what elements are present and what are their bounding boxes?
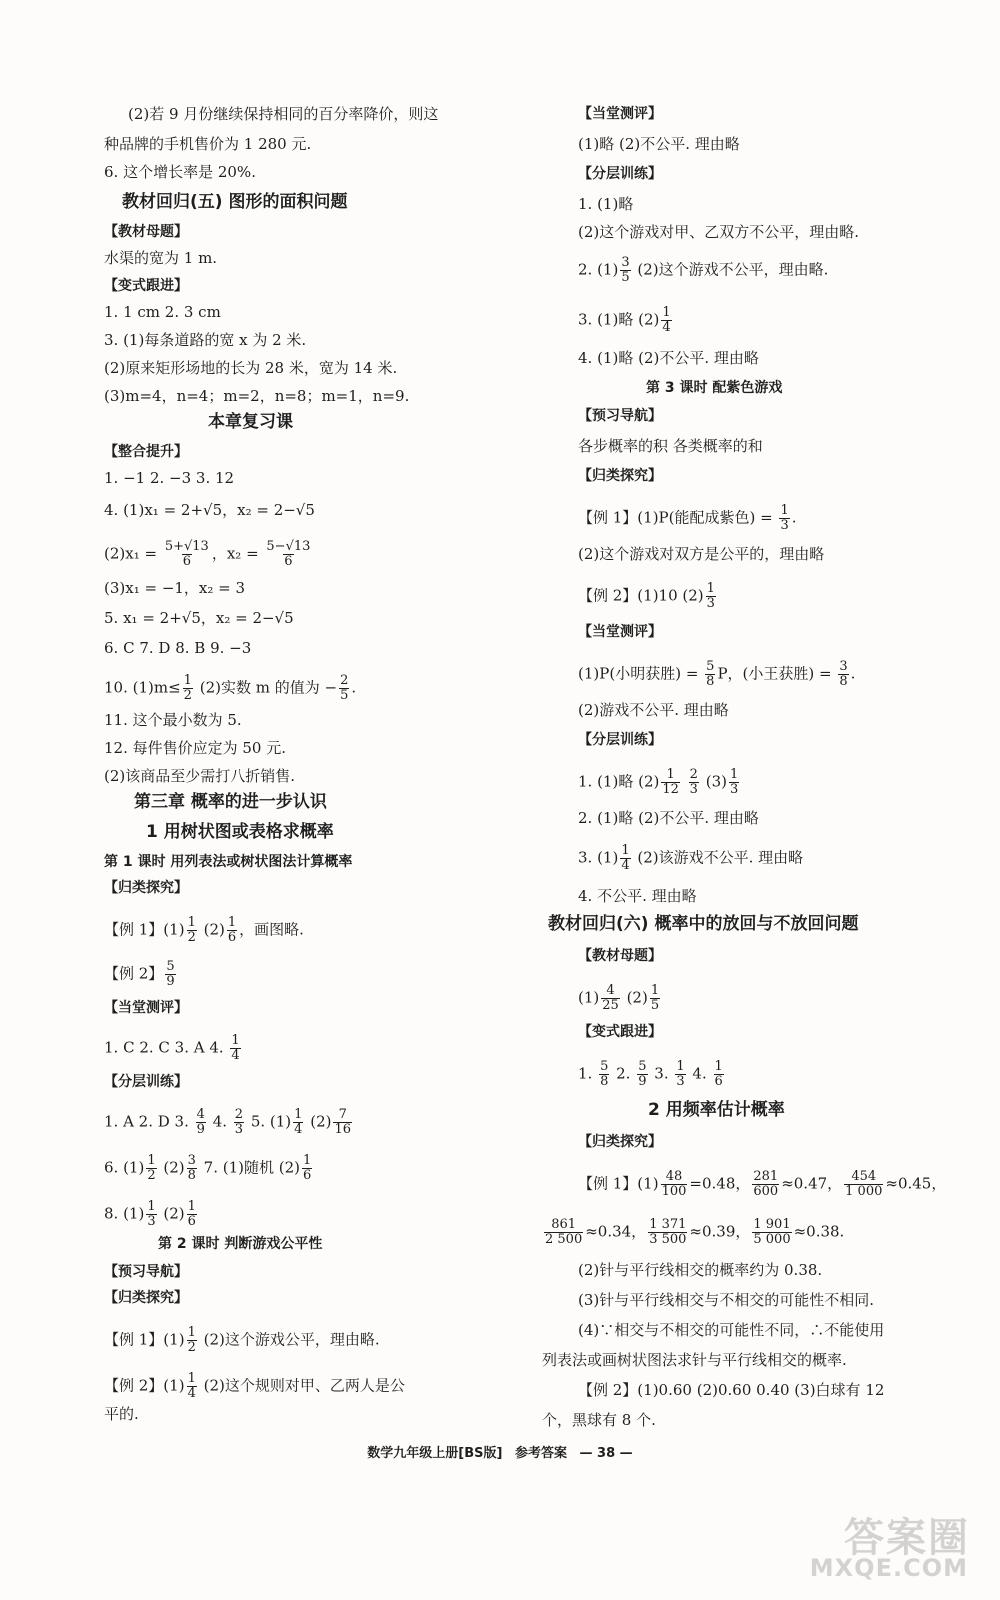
answer-text: ≈0.38. — [793, 1222, 845, 1241]
fraction-numerator: 1 — [227, 915, 237, 930]
answer-text: (2)这个游戏不公平，理由略. — [632, 260, 829, 279]
fraction — [599, 1060, 609, 1089]
fraction — [146, 1200, 156, 1229]
answer-line — [578, 768, 741, 797]
subsection-label: 【归类探究】 — [578, 1134, 662, 1150]
subsection-label: 【教材母题】 — [104, 224, 188, 240]
answer-line: 各步概率的积 各类概率的和 — [578, 437, 763, 455]
fraction-numerator: 1 — [187, 915, 196, 930]
fraction-numerator: 1 — [729, 767, 739, 782]
fraction — [187, 1200, 197, 1229]
answer-text: 4. — [687, 1064, 712, 1083]
fraction — [650, 984, 660, 1013]
fraction-numerator: 1 901 — [753, 1217, 791, 1232]
fraction — [230, 1034, 240, 1063]
answer-line: 1. 1 cm 2. 3 cm — [104, 303, 221, 321]
fraction-numerator: 4 — [606, 983, 615, 998]
fraction-denominator: 2 500 — [545, 1232, 583, 1247]
fraction-denominator: 8 — [187, 1168, 196, 1183]
fraction-numerator: 3 — [839, 659, 848, 674]
fraction — [601, 984, 620, 1013]
subsection-label: 【变式跟进】 — [578, 1024, 662, 1040]
answer-text: 【例 1】(1) — [104, 1330, 185, 1349]
fraction — [838, 660, 848, 689]
fraction-numerator: 1 — [231, 1033, 240, 1048]
answer-text: 【例 2】(1) — [104, 1376, 185, 1395]
fraction-numerator: 1 — [666, 767, 675, 782]
fraction — [706, 582, 716, 611]
answer-text: ≈0.39， — [689, 1222, 751, 1241]
answer-text: 1. (1)略 (2) — [578, 772, 660, 791]
answer-text: 3. (1) — [578, 848, 619, 867]
fraction-numerator: 3 — [621, 255, 630, 270]
answer-text: (2)该游戏不公平. 理由略 — [632, 848, 804, 867]
answer-line: 4. (1)略 (2)不公平. 理由略 — [578, 349, 759, 367]
fraction-denominator: 2 — [183, 688, 192, 703]
answer-text: ≈0.34， — [585, 1222, 647, 1241]
answer-line — [104, 1154, 314, 1183]
answer-line: 列表法或画树状图法求针与平行线相交的概率. — [542, 1351, 847, 1369]
subsection-label: 【分层训练】 — [104, 1074, 188, 1090]
answer-line — [104, 1200, 199, 1229]
answer-line — [542, 1218, 844, 1247]
section-heading: 教材回归(六) 概率中的放回与不放回问题 — [548, 914, 859, 934]
fraction — [196, 1108, 206, 1137]
fraction-denominator: 6 — [284, 554, 293, 569]
answer-line: (2)游戏不公平. 理由略 — [578, 701, 729, 719]
answer-text: 【例 1】(1) — [104, 920, 185, 939]
answer-line — [104, 540, 313, 569]
fraction-numerator: 1 371 — [649, 1217, 687, 1232]
answer-line — [578, 1170, 946, 1199]
fraction-denominator: 3 500 — [649, 1232, 687, 1247]
answer-line: (2)原来矩形场地的长为 28 米，宽为 14 米. — [104, 359, 398, 377]
fraction-denominator: 1 000 — [845, 1184, 883, 1199]
fraction — [333, 1108, 352, 1137]
answer-text: 5. (1) — [246, 1112, 292, 1131]
subsection-label: 【当堂测评】 — [578, 106, 662, 122]
fraction-denominator: 12 — [662, 782, 679, 797]
answer-text — [682, 773, 687, 791]
section-heading: 1 用树状图或表格求概率 — [146, 822, 334, 842]
answer-text: (2) — [621, 988, 648, 1007]
fraction-denominator: 6 — [303, 1168, 312, 1183]
fraction-numerator: 1 — [780, 503, 789, 518]
answer-line: (3)针与平行线相交与不相交的可能性不相同. — [578, 1291, 875, 1309]
answer-line: (1)略 (2)不公平. 理由略 — [578, 135, 740, 153]
fraction-denominator: 2 — [147, 1168, 156, 1183]
answer-line — [104, 674, 356, 703]
answer-line — [104, 1034, 243, 1063]
fraction-denominator: 5 — [650, 998, 660, 1013]
answer-line: 个，黑球有 8 个. — [542, 1411, 656, 1429]
answer-text: =0.48， — [689, 1174, 751, 1193]
fraction-numerator: 2 — [689, 767, 698, 782]
section-heading: 本章复习课 — [208, 412, 293, 432]
subsection-label: 【整合提升】 — [104, 444, 188, 460]
fraction-denominator: 2 — [187, 1340, 196, 1355]
answer-line — [578, 984, 662, 1013]
fraction — [844, 1170, 883, 1199]
fraction — [187, 1372, 197, 1401]
answer-line — [578, 1060, 726, 1089]
fraction-numerator: 1 — [303, 1153, 312, 1168]
answer-line — [104, 1372, 405, 1401]
subsection-label: 【预习导航】 — [104, 1264, 188, 1280]
answer-text: ≈0.47， — [781, 1174, 843, 1193]
fraction-numerator: 4 — [196, 1107, 205, 1122]
fraction-denominator: 6 — [187, 1214, 196, 1229]
fraction-denominator: 9 — [638, 1074, 647, 1089]
fraction — [146, 1154, 156, 1183]
answer-line — [104, 1326, 380, 1355]
answer-line: (3)x₁ = −1，x₂ = 3 — [104, 579, 246, 597]
fraction-denominator: 5 — [621, 270, 630, 285]
answer-line: 4. (1)x₁ = 2+√5，x₂ = 2−√5 — [104, 501, 315, 519]
answer-text: 1. — [578, 1064, 598, 1083]
answer-line: (2)针与平行线相交的概率约为 0.38. — [578, 1261, 823, 1279]
fraction — [661, 306, 671, 335]
answer-text: 3. (1)略 (2) — [578, 310, 660, 329]
fraction-numerator: 5−√13 — [266, 539, 311, 554]
fraction — [648, 1218, 687, 1247]
answer-text: 1. A 2. D 3. — [104, 1112, 194, 1131]
answer-text: (2)这个规则对甲、乙两人是公 — [198, 1376, 405, 1395]
fraction — [339, 674, 349, 703]
watermark-logo — [766, 1506, 976, 1586]
answer-text: (2) — [158, 1204, 185, 1223]
footer-book-title: 数学九年级上册[BS版] — [367, 1446, 503, 1461]
fraction — [164, 540, 210, 569]
fraction — [227, 916, 237, 945]
fraction-numerator: 1 — [187, 1199, 196, 1214]
answer-text: ，画图略. — [239, 920, 304, 939]
answer-line: 5. x₁ = 2+√5，x₂ = 2−√5 — [104, 609, 294, 627]
fraction-denominator: 9 — [166, 974, 175, 989]
subsection-label: 【归类探究】 — [104, 880, 188, 896]
answer-text: (1) — [578, 988, 600, 1007]
fraction — [637, 1060, 647, 1089]
fraction-denominator: 100 — [661, 1184, 687, 1199]
fraction-denominator: 8 — [600, 1074, 609, 1089]
fraction-denominator: 4 — [621, 858, 630, 873]
fraction-numerator: 7 — [338, 1107, 347, 1122]
fraction-numerator: 1 — [650, 983, 660, 998]
answer-line: (2)这个游戏对甲、乙双方不公平，理由略. — [578, 223, 860, 241]
fraction — [752, 1170, 779, 1199]
answer-text: 4. — [207, 1112, 232, 1131]
answer-line — [578, 256, 828, 285]
fraction — [661, 1170, 688, 1199]
fraction-denominator: 6 — [182, 554, 191, 569]
subsection-label: 【变式跟进】 — [104, 278, 188, 294]
answer-line — [104, 1108, 354, 1137]
fraction — [714, 1060, 724, 1089]
section-heading: 第三章 概率的进一步认识 — [134, 792, 327, 812]
fraction — [183, 674, 193, 703]
fraction-denominator: 8 — [839, 674, 848, 689]
fraction-denominator: 3 — [147, 1214, 156, 1229]
subsection-label: 【教材母题】 — [578, 948, 662, 964]
answer-text: 【例 1】(1)P(能配成紫色) = — [578, 508, 778, 527]
fraction-denominator: 4 — [662, 320, 671, 335]
fraction-numerator: 48 — [665, 1169, 683, 1184]
fraction — [729, 768, 739, 797]
watermark-url: MXQE.COM — [809, 1554, 968, 1582]
section-heading: 教材回归(五) 图形的面积问题 — [122, 192, 348, 212]
footer-page-number: — 38 — — [579, 1446, 633, 1461]
fraction-numerator: 1 — [147, 1199, 156, 1214]
answer-line: (4)∵相交与不相交的可能性不同，∴不能使用 — [578, 1321, 885, 1339]
answer-line: 4. 不公平. 理由略 — [578, 887, 697, 905]
answer-line — [578, 660, 855, 689]
answer-text: ，x₂ = — [211, 544, 264, 563]
answer-text: 2. (1) — [578, 260, 619, 279]
fraction-numerator: 1 — [706, 581, 715, 596]
fraction-denominator: 600 — [753, 1184, 779, 1199]
fraction-numerator: 3 — [187, 1153, 196, 1168]
fraction-numerator: 2 — [340, 673, 349, 688]
fraction-numerator: 5+√13 — [164, 539, 209, 554]
answer-text: 10. (1)m≤ — [104, 678, 181, 697]
fraction-numerator: 5 — [638, 1059, 647, 1074]
section-heading: 第 2 课时 判断游戏公平性 — [158, 1236, 323, 1252]
fraction-numerator: 1 — [621, 843, 630, 858]
answer-text: 【例 2】(1)10 (2) — [578, 586, 704, 605]
answer-line: 种品牌的手机售价为 1 280 元. — [104, 135, 312, 153]
fraction-numerator: 861 — [551, 1217, 577, 1232]
fraction — [165, 960, 175, 989]
answer-line: 6. 这个增长率是 20%. — [104, 163, 256, 181]
subsection-label: 【预习导航】 — [578, 408, 662, 424]
section-heading: 2 用频率估计概率 — [648, 1100, 785, 1120]
answer-text: ≈0.45， — [885, 1174, 947, 1193]
fraction-denominator: 4 — [294, 1122, 303, 1137]
fraction-numerator: 5 — [600, 1059, 609, 1074]
fraction — [187, 916, 197, 945]
answer-text: 8. (1) — [104, 1204, 145, 1223]
fraction-denominator: 3 — [706, 596, 715, 611]
fraction-denominator: 5 — [340, 688, 349, 703]
fraction — [293, 1108, 303, 1137]
answer-line: 6. C 7. D 8. B 9. −3 — [104, 639, 252, 657]
answer-line: (3)m=4，n=4；m=2，n=8；m=1，n=9. — [104, 387, 410, 405]
subsection-label: 【归类探究】 — [104, 1290, 188, 1306]
fraction-numerator: 1 — [662, 305, 671, 320]
answer-text: (2)实数 m 的值为 − — [194, 678, 338, 697]
fraction-numerator: 1 — [714, 1059, 723, 1074]
fraction-denominator: 6 — [714, 1074, 723, 1089]
answer-text: (2) — [198, 920, 225, 939]
fraction — [705, 660, 715, 689]
answer-line: (2)若 9 月份继续保持相同的百分率降价，则这 — [128, 105, 439, 123]
answer-line: 水渠的宽为 1 m. — [104, 249, 218, 267]
answer-text: . — [791, 508, 797, 527]
fraction — [187, 1154, 197, 1183]
fraction-denominator: 8 — [706, 674, 715, 689]
footer-label: 参考答案 — [514, 1446, 567, 1461]
fraction-denominator: 3 — [234, 1122, 244, 1137]
answer-line: 1. (1)略 — [578, 195, 634, 213]
fraction-numerator: 5 — [706, 659, 715, 674]
fraction-numerator: 1 — [183, 673, 192, 688]
answer-text: . — [850, 664, 856, 683]
fraction-denominator: 2 — [187, 930, 196, 945]
answer-line — [578, 844, 803, 873]
fraction — [675, 1060, 685, 1089]
answer-text: P，(小王获胜) = — [717, 664, 837, 683]
subsection-label: 【分层训练】 — [578, 732, 662, 748]
fraction-numerator: 2 — [234, 1107, 244, 1122]
fraction — [544, 1218, 583, 1247]
answer-text: (2) — [158, 1158, 185, 1177]
answer-line: 平的. — [104, 1405, 139, 1423]
fraction — [620, 256, 630, 285]
subsection-label: 【当堂测评】 — [104, 1000, 188, 1016]
fraction-denominator: 3 — [729, 782, 739, 797]
fraction — [620, 844, 630, 873]
fraction — [302, 1154, 312, 1183]
fraction-denominator: 3 — [689, 782, 698, 797]
fraction-numerator: 281 — [753, 1169, 779, 1184]
subsection-label: 【当堂测评】 — [578, 624, 662, 640]
fraction — [661, 768, 680, 797]
answer-line — [104, 960, 178, 989]
subsection-label: 【归类探究】 — [578, 468, 662, 484]
answer-line: (2)该商品至少需打八折销售. — [104, 767, 296, 785]
fraction-denominator: 3 — [676, 1074, 685, 1089]
answer-text: 1. C 2. C 3. A 4. — [104, 1038, 229, 1057]
answer-line: 1. −1 2. −3 3. 12 — [104, 469, 235, 487]
fraction-numerator: 1 — [294, 1107, 303, 1122]
answer-line: 12. 每件售价应定为 50 元. — [104, 739, 287, 757]
fraction — [187, 1326, 197, 1355]
fraction-denominator: 4 — [187, 1386, 196, 1401]
section-heading: 第 3 课时 配紫色游戏 — [646, 380, 783, 396]
answer-text: (2)这个游戏公平，理由略. — [198, 1330, 380, 1349]
fraction-numerator: 1 — [676, 1059, 685, 1074]
answer-line — [578, 306, 674, 335]
answer-line — [578, 582, 718, 611]
answer-text: (1)P(小明获胜) = — [578, 664, 704, 683]
answer-line — [578, 504, 797, 533]
fraction-numerator: 1 — [187, 1325, 196, 1340]
fraction-numerator: 1 — [187, 1371, 196, 1386]
fraction — [779, 504, 789, 533]
fraction-denominator: 6 — [227, 930, 237, 945]
answer-line: 2. (1)略 (2)不公平. 理由略 — [578, 809, 759, 827]
answer-line — [104, 916, 304, 945]
answer-line: 11. 这个最小数为 5. — [104, 711, 242, 729]
fraction-denominator: 9 — [196, 1122, 205, 1137]
fraction — [265, 540, 311, 569]
fraction-numerator: 5 — [166, 959, 175, 974]
fraction-denominator: 5 000 — [753, 1232, 791, 1247]
answer-text: 3. — [649, 1064, 674, 1083]
fraction-numerator: 1 — [147, 1153, 156, 1168]
answer-line: 3. (1)每条道路的宽 x 为 2 米. — [104, 331, 307, 349]
subsection-label: 【分层训练】 — [578, 166, 662, 182]
answer-line: 【例 2】(1)0.60 (2)0.60 0.40 (3)白球有 12 — [578, 1381, 885, 1399]
answer-text: 【例 1】(1) — [578, 1174, 659, 1193]
answer-text: (3) — [700, 772, 727, 791]
fraction-denominator: 4 — [231, 1048, 240, 1063]
answer-text: 2. — [611, 1064, 636, 1083]
fraction-denominator: 16 — [334, 1122, 352, 1137]
answer-line: (2)这个游戏对双方是公平的，理由略 — [578, 545, 825, 563]
fraction — [689, 768, 699, 797]
fraction-denominator: 3 — [780, 518, 789, 533]
page-footer — [0, 1442, 1000, 1461]
answer-text: 6. (1) — [104, 1158, 145, 1177]
answer-text: (2) — [305, 1112, 332, 1131]
fraction — [234, 1108, 244, 1137]
answer-text: 7. (1)随机 (2) — [198, 1158, 301, 1177]
section-heading: 第 1 课时 用列表法或树状图法计算概率 — [104, 854, 353, 870]
answer-text: 【例 2】 — [104, 964, 164, 983]
watermark-text: 答案圈 — [844, 1515, 970, 1561]
fraction — [752, 1218, 791, 1247]
answer-text: (2)x₁ = — [104, 544, 162, 563]
fraction-denominator: 25 — [602, 998, 619, 1013]
answer-text: . — [351, 678, 357, 697]
fraction-numerator: 454 — [851, 1169, 877, 1184]
